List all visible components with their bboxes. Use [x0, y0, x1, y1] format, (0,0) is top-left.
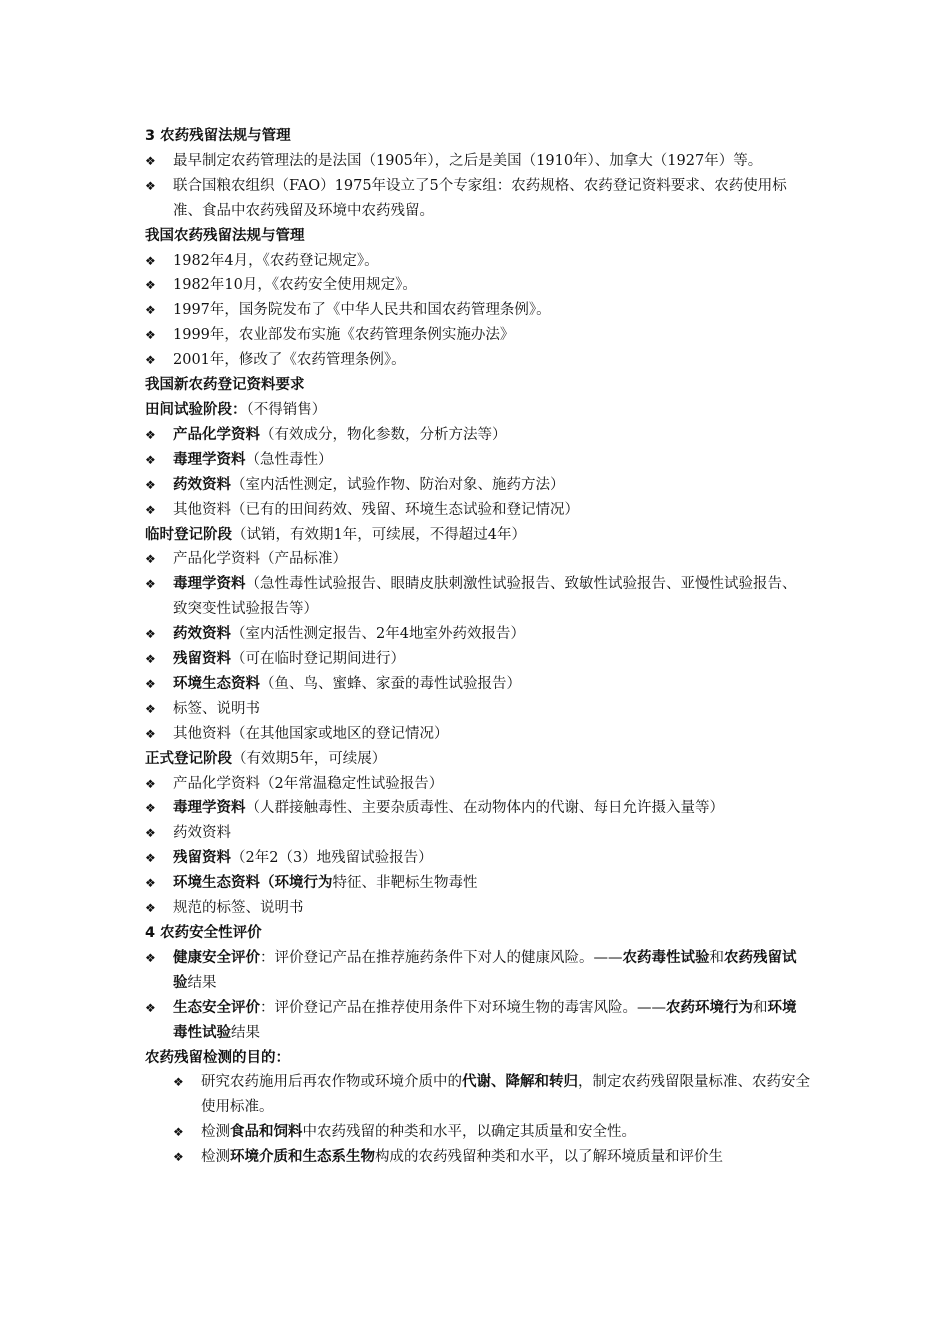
list-item: ❖ 最早制定农药管理法的是法国（1905年），之后是美国（1910年）、加拿大（1927年）等。: [145, 149, 810, 174]
bullet-icon: ❖: [145, 552, 156, 567]
list-item: ❖ 产品化学资料（有效成分，物化参数，分析方法等）: [145, 423, 810, 448]
list-item: ❖ 2001年，修改了《农药管理条例》。: [145, 348, 810, 373]
bullet-icon: ❖: [145, 577, 156, 592]
list-item: ❖ 检测食品和饲料中农药残留的种类和水平，以确定其质量和安全性。: [173, 1120, 810, 1145]
bullet-icon: ❖: [145, 477, 156, 492]
list-item: ❖ 药效资料（室内活性测定报告、2年4地室外药效报告）: [145, 622, 810, 647]
bullet-icon: ❖: [145, 153, 156, 168]
list-item: ❖ 其他资料（已有的田间药效、残留、环境生态试验和登记情况）: [145, 498, 810, 523]
bullet-icon: ❖: [145, 328, 156, 343]
section-heading-china-regulations: 我国农药残留法规与管理: [145, 227, 305, 244]
list-item: ❖ 产品化学资料（2年常温稳定性试验报告）: [145, 772, 810, 797]
list-item: ❖ 规范的标签、说明书: [145, 896, 810, 921]
list-item: ❖ 健康安全评价：评价登记产品在推荐施药条件下对人的健康风险。——农药毒性试验和农药残留试验结果: [145, 946, 810, 996]
list-item: ❖ 1999年，农业部发布实施《农药管理条例实施办法》: [145, 323, 810, 348]
list-item: ❖ 其他资料（在其他国家或地区的登记情况）: [145, 722, 810, 747]
section-heading-safety-evaluation: 4 农药安全性评价: [145, 925, 262, 941]
bullet-icon: ❖: [145, 950, 156, 965]
bullet-icon: ❖: [145, 278, 156, 293]
section-heading-detection-purpose: 农药残留检测的目的：: [145, 1049, 290, 1066]
list-item: ❖ 产品化学资料（产品标准）: [145, 547, 810, 572]
list-item: ❖ 生态安全评价：评价登记产品在推荐使用条件下对环境生物的毒害风险。——农药环境行为和环境毒性试验结果: [145, 996, 810, 1046]
bullet-icon: ❖: [145, 253, 156, 268]
bullet-icon: ❖: [145, 303, 156, 318]
bullet-icon: ❖: [145, 901, 156, 916]
bullet-icon: ❖: [145, 1000, 156, 1015]
list-item: ❖ 残留资料（可在临时登记期间进行）: [145, 647, 810, 672]
bullet-icon: ❖: [173, 1150, 184, 1165]
bullet-icon: ❖: [145, 726, 156, 741]
stage-temporary-registration: 临时登记阶段（试销，有效期1年，可续展，不得超过4年）: [145, 526, 526, 543]
list-item: ❖ 1982年4月，《农药登记规定》。: [145, 249, 810, 274]
bullet-icon: ❖: [173, 1075, 184, 1090]
bullet-icon: ❖: [145, 801, 156, 816]
section-heading-registration-requirements: 我国新农药登记资料要求: [145, 377, 305, 394]
stage-field-trial: 田间试验阶段：（不得销售）: [145, 401, 327, 418]
list-item: ❖ 毒理学资料（人群接触毒性、主要杂质毒性、在动物体内的代谢、每日允许摄入量等）: [145, 796, 810, 821]
list-item: ❖ 毒理学资料（急性毒性）: [145, 448, 810, 473]
bullet-icon: ❖: [145, 652, 156, 667]
bullet-icon: ❖: [145, 776, 156, 791]
list-item: ❖ 标签、说明书: [145, 697, 810, 722]
bullet-icon: ❖: [145, 826, 156, 841]
document-page: [145, 124, 810, 1170]
bullet-icon: ❖: [145, 427, 156, 442]
bullet-icon: ❖: [145, 502, 156, 517]
list-item: ❖ 1997年，国务院发布了《中华人民共和国农药管理条例》。: [145, 298, 810, 323]
list-item: ❖ 残留资料（2年2（3）地残留试验报告）: [145, 846, 810, 871]
list-item: ❖ 毒理学资料（急性毒性试验报告、眼睛皮肤刺激性试验报告、致敏性试验报告、亚慢性试验报告、致突变性试验报告等）: [145, 572, 810, 622]
list-item: ❖ 研究农药施用后再农作物或环境介质中的代谢、降解和转归，制定农药残留限量标准、农药安全使用标准。: [173, 1070, 810, 1120]
list-item: ❖ 环境生态资料（鱼、鸟、蜜蜂、家蚕的毒性试验报告）: [145, 672, 810, 697]
bullet-icon: ❖: [145, 353, 156, 368]
stage-formal-registration: 正式登记阶段（有效期5年，可续展）: [145, 750, 387, 767]
list-item: ❖ 1982年10月，《农药安全使用规定》。: [145, 273, 810, 298]
list-item: ❖ 检测环境介质和生态系生物构成的农药残留种类和水平，以了解环境质量和评价生: [173, 1145, 810, 1170]
bullet-icon: ❖: [145, 676, 156, 691]
bullet-icon: ❖: [145, 178, 156, 193]
list-item: ❖ 联合国粮农组织（FAO）1975年设立了5个专家组：农药规格、农药登记资料要求、农药使用标准、食品中农药残留及环境中农药残留。: [145, 174, 810, 224]
bullet-icon: ❖: [173, 1125, 184, 1140]
section-heading-regulations: 3 农药残留法规与管理: [145, 128, 291, 144]
list-item: ❖ 药效资料（室内活性测定，试验作物、防治对象、施药方法）: [145, 473, 810, 498]
list-item: ❖ 环境生态资料（环境行为特征、非靶标生物毒性: [145, 871, 810, 896]
bullet-icon: ❖: [145, 627, 156, 642]
bullet-icon: ❖: [145, 701, 156, 716]
list-item: ❖ 药效资料: [145, 821, 810, 846]
bullet-icon: ❖: [145, 851, 156, 866]
bullet-icon: ❖: [145, 452, 156, 467]
bullet-icon: ❖: [145, 876, 156, 891]
